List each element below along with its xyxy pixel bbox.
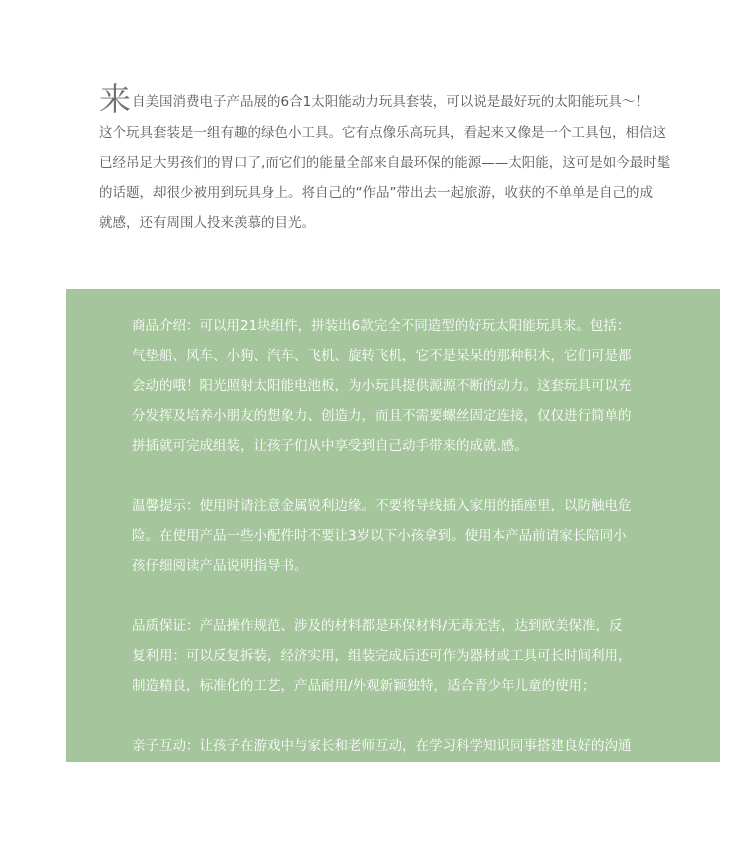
paragraph-quality: [132, 611, 672, 701]
paragraph-line: 制造精良，标准化的工艺，产品耐用/外观新颖独特，适合青少年儿童的使用；: [132, 678, 596, 694]
intro-first-line: [99, 80, 699, 118]
paragraph-line: 分发挥及培养小朋友的想象力、创造力，而且不需要螺丝固定连接，仅仅进行简单的: [132, 408, 632, 424]
paragraph-line: 拼插就可完成组装，让孩子们从中享受到自己动手带来的成就.感。: [132, 438, 528, 454]
product-info-content: [132, 311, 672, 762]
paragraph-line: 品质保证：产品操作规范、涉及的材料都是环保材料/无毒无害，达到欧美保准，反: [132, 618, 623, 634]
intro-line-text: 自美国消费电子产品展的6合1太阳能动力玩具套装，可以说是最好玩的太阳能玩具～！: [132, 94, 649, 110]
paragraph-line: 温馨提示：使用时请注意金属锐利边缘。不要将导线插入家用的插座里，以防触电危: [132, 498, 632, 514]
paragraph-line: 险。在使用产品一些小配件时不要让3岁以下小孩拿到。使用本产品前请家长陪同小: [132, 528, 627, 544]
paragraph-warning: [132, 491, 672, 581]
paragraph-line: 商品介绍：可以用21块组件，拼装出6款完全不同造型的好玩太阳能玩具来。包括：: [132, 318, 631, 334]
drop-cap: 来: [99, 80, 132, 118]
intro-line: 这个玩具套装是一组有趣的绿色小工具。它有点像乐高玩具，看起来又像是一个工具包，相信这: [99, 125, 666, 141]
intro-line: 已经吊足大男孩们的胃口了,而它们的能量全部来自最环保的能源——太阳能，这可是如今最时髦: [99, 155, 671, 171]
intro-line: 就感，还有周围人投来羡慕的目光。: [99, 215, 315, 231]
paragraph-line: 孩仔细阅读产品说明指导书。: [132, 558, 308, 574]
paragraph-line: 会动的哦！阳光照射太阳能电池板，为小玩具提供源源不断的动力。这套玩具可以充: [132, 378, 632, 394]
intro-line: 的话题，却很少被用到玩具身上。将自己的“作品”带出去一起旅游，收获的不单单是自己的成: [99, 185, 653, 201]
paragraph-line: 气垫船、风车、小狗、汽车、飞机、旋转飞机，它不是呆呆的那种积木，它们可是都: [132, 348, 632, 364]
paragraph-line: 亲子互动：让孩子在游戏中与家长和老师互动，在学习科学知识同事搭建良好的沟通: [132, 738, 632, 754]
product-info-panel: [66, 289, 720, 762]
paragraph-interaction: [132, 731, 672, 761]
paragraph-product-intro: [132, 311, 672, 461]
intro-section: [99, 80, 699, 238]
paragraph-line: 复利用：可以反复拆装，经济实用，组装完成后还可作为器材或工具可长时间利用，: [132, 648, 632, 664]
